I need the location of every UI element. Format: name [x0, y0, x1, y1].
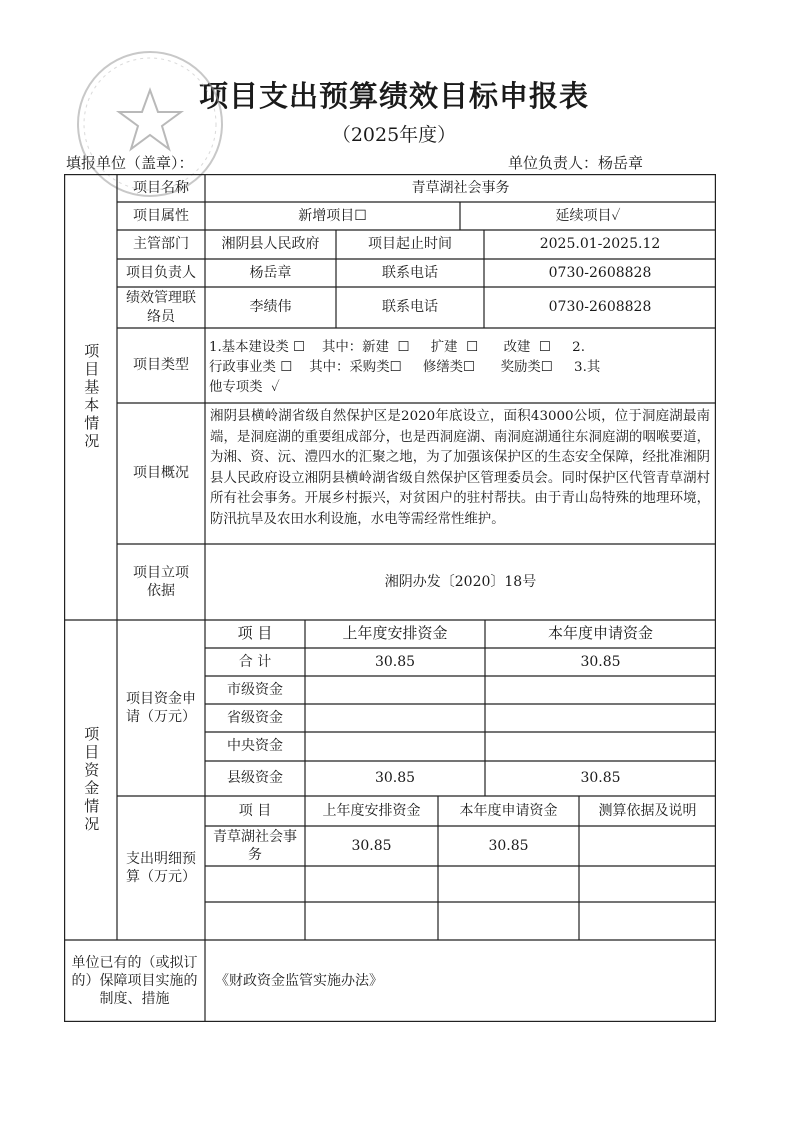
detail-label: 支出明细预算（万元）: [126, 850, 196, 885]
unit-leader-label: 单位负责人：: [508, 154, 599, 172]
overview-label: 项目概况: [133, 465, 189, 482]
detail-row-last: 30.85: [351, 837, 392, 854]
type-label: 项目类型: [133, 357, 189, 374]
detail-col-this: 本年度申请资金: [459, 802, 558, 819]
period-value: 2025.01-2025.12: [539, 236, 661, 253]
section-funds-label: 项目资金情况: [82, 726, 101, 834]
section-basic-label: 项目基本情况: [82, 343, 101, 451]
unit-leader: [508, 152, 643, 173]
project-name-label: 项目名称: [133, 179, 189, 196]
owner-value: 杨岳章: [249, 264, 292, 281]
funds-col-item: 项 目: [237, 624, 273, 643]
phone2-value: 0730-2608828: [548, 299, 652, 316]
funds-col-last: 上年度安排资金: [342, 624, 448, 643]
owner-label: 项目负责人: [126, 264, 196, 281]
detail-row-name: 青草湖社会事务: [213, 828, 297, 863]
funds-col-this: 本年度申请资金: [547, 624, 653, 643]
dept-value: 湘阴县人民政府: [221, 236, 320, 253]
funds-row-name: 省级资金: [227, 709, 283, 726]
overview-text: 湘阴县横岭湖省级自然保护区是2020年底设立，面积43000公顷，位于洞庭湖最南端，是洞庭湖的重要组成部分，也是西洞庭湖、南洞庭湖通往东洞庭湖的咽喉要道，为湘、资、沅、澧四水的汇聚之地，为了加强该保护区的生态安全保障，经批准湘阴县人民政府设立湘阴县横岭湖省级自然保护区管理委员会。同时保护区代管青草湖村所有社会事务。开展乡村振兴，对贫困户的驻村帮扶。由于青山岛特殊的地理环境，防汛抗旱及农田水利设施，水电等需经常性维护。: [210, 409, 710, 527]
funds-row-last: 30.85: [374, 653, 416, 670]
phone-value: 0730-2608828: [548, 264, 652, 281]
type-line-3: 他专项类 ✓: [209, 380, 280, 395]
project-attr-label: 项目属性: [133, 207, 189, 224]
contact-label: 绩效管理联络员: [126, 290, 196, 325]
fiscal-year: （2025年度）: [331, 124, 457, 146]
funds-row-last: 30.85: [374, 770, 416, 787]
detail-row-this: 30.85: [488, 837, 529, 854]
funds-row-name: 县级资金: [227, 770, 283, 787]
project-name-value: 青草湖社会事务: [411, 179, 510, 196]
attr-continue-option: 延续项目✓: [555, 207, 621, 224]
contact-value: 李绩伟: [249, 299, 292, 316]
type-line-1: 1.基本建设类 ☐ 其中：新建 ☐ 扩建 ☐ 改建 ☐ 2.: [209, 340, 585, 355]
basis-value: 湘阴办发〔2020〕18号: [384, 573, 537, 590]
detail-col-basis: 测算依据及说明: [598, 802, 697, 819]
phone2-label: 联系电话: [382, 299, 438, 316]
phone-label: 联系电话: [382, 264, 438, 281]
type-line-2: 行政事业类 ☐ 其中：采购类☐ 修缮类☐ 奖励类☐ 3.其: [209, 360, 601, 375]
attr-new-option: 新增项目☐: [298, 207, 367, 224]
detail-col-last: 上年度安排资金: [322, 802, 421, 819]
period-label: 项目起止时间: [368, 236, 452, 253]
funds-row-this: 30.85: [580, 770, 621, 787]
dept-label: 主管部门: [133, 236, 189, 253]
unit-leader-name: 杨岳章: [598, 154, 644, 172]
fill-unit-label: 填报单位（盖章）：: [66, 154, 194, 172]
funds-row-name: 市级资金: [227, 681, 283, 698]
funds-row-this: 30.85: [580, 653, 621, 670]
budget-form-table: [64, 174, 716, 1022]
funds-row-name: 中央资金: [227, 738, 283, 755]
page-title: 项目支出预算绩效目标申报表: [198, 79, 589, 113]
system-label: 单位已有的（或拟订的）保障项目实施的制度、措施: [71, 954, 198, 1008]
funds-row-name: 合 计: [238, 653, 272, 670]
funds-apply-label: 项目资金申请（万元）: [126, 690, 196, 725]
basis-label: 项目立项依据: [133, 564, 189, 599]
seal-star-icon: [119, 90, 181, 149]
system-value: 《财政资金监管实施办法》: [215, 972, 383, 989]
detail-col-item: 项 目: [238, 802, 272, 819]
